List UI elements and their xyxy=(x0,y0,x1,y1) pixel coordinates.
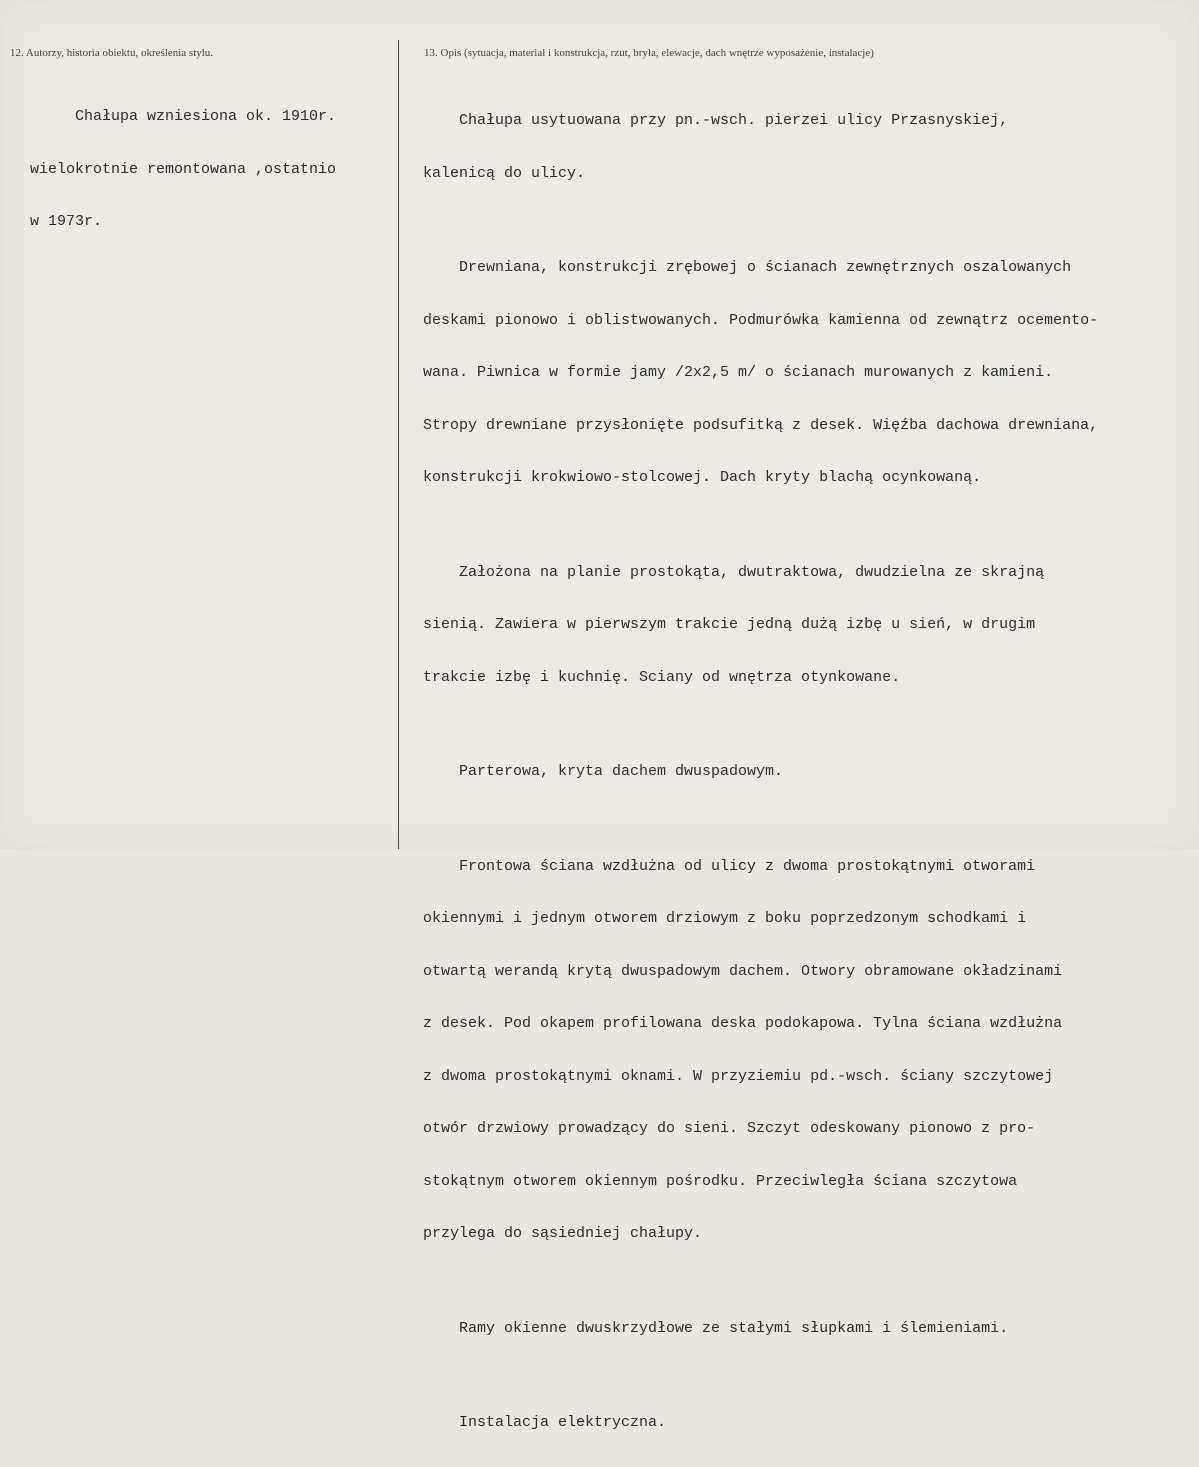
description-line: Drewniana, konstrukcji zrębowej o ścianach zewnętrznych oszalowanych xyxy=(423,259,1072,276)
description-line: wana. Piwnica w formie jamy /2x2,5 m/ o ścianach murowanych z kamieni. xyxy=(423,364,1054,381)
description-line: Stropy drewniane przysłonięte podsufitką z desek. Więźba dachowa drewniana, xyxy=(423,416,1099,434)
description-line: otwartą werandą krytą dwuspadowym dachem. Otwory obramowane okładzinami xyxy=(423,962,1063,980)
description-line: Instalacja elektryczna. xyxy=(423,1414,667,1431)
description-line: Parterowa, kryta dachem dwuspadowym. xyxy=(423,763,784,780)
column-divider xyxy=(398,40,399,849)
description-line: stokątnym otworem okiennym pośrodku. Przeciwległa ściana szczytowa xyxy=(423,1172,1018,1190)
description-text xyxy=(423,77,1098,1467)
history-line: wielokrotnie remontowana ,ostatnio xyxy=(30,160,337,178)
history-text xyxy=(30,73,336,266)
description-line: deskami pionowo i oblistwowanych. Podmurówka kamienna od zewnątrz ocemento- xyxy=(423,311,1099,329)
description-line: z desek. Pod okapem profilowana deska podokapowa. Tylna ściana wzdłużna xyxy=(423,1015,1063,1032)
description-line: Założona na planie prostokąta, dwutraktowa, dwudzielna ze skrajną xyxy=(423,563,1045,581)
description-line: kalenicą do ulicy. xyxy=(423,164,586,182)
history-line: w 1973r. xyxy=(30,213,103,230)
section-13-header: 13. Opis (sytuacja, materiał i konstrukcja, rzut, bryła, elewacje, dach wnętrze wyposażenie, instalacje) xyxy=(424,47,874,59)
description-line: okiennymi i jednym otworem drziowym z boku poprzedzonym schodkami i xyxy=(423,910,1027,927)
description-line: konstrukcji krokwiowo-stolcowej. Dach kryty blachą ocynkowaną. xyxy=(423,469,982,486)
description-line: sienią. Zawiera w pierwszym trakcie jedną dużą izbę u sień, w drugim xyxy=(423,616,1036,633)
section-12-header: 12. Autorzy, historia obiektu, określenia stylu. xyxy=(10,47,214,59)
history-line: Chałupa wzniesiona ok. 1910r. xyxy=(30,108,337,125)
description-line: przylega do sąsiedniej chałupy. xyxy=(423,1225,703,1242)
description-line: trakcie izbę i kuchnię. Sciany od wnętrza otynkowane. xyxy=(423,668,901,686)
description-line: Chałupa usytuowana przy pn.-wsch. pierzei ulicy Przasnyskiej, xyxy=(423,112,1009,129)
description-line: Frontowa ściana wzdłużna od ulicy z dwoma prostokątnymi otworami xyxy=(423,857,1036,875)
description-line: z dwoma prostokątnymi oknami. W przyziemiu pd.-wsch. ściany szczytowej xyxy=(423,1067,1054,1085)
description-line: otwór drzwiowy prowadzący do sieni. Szczyt odeskowany pionowo z pro- xyxy=(423,1120,1036,1137)
description-line: Ramy okienne dwuskrzydłowe ze stałymi słupkami i ślemieniami. xyxy=(423,1319,1009,1337)
